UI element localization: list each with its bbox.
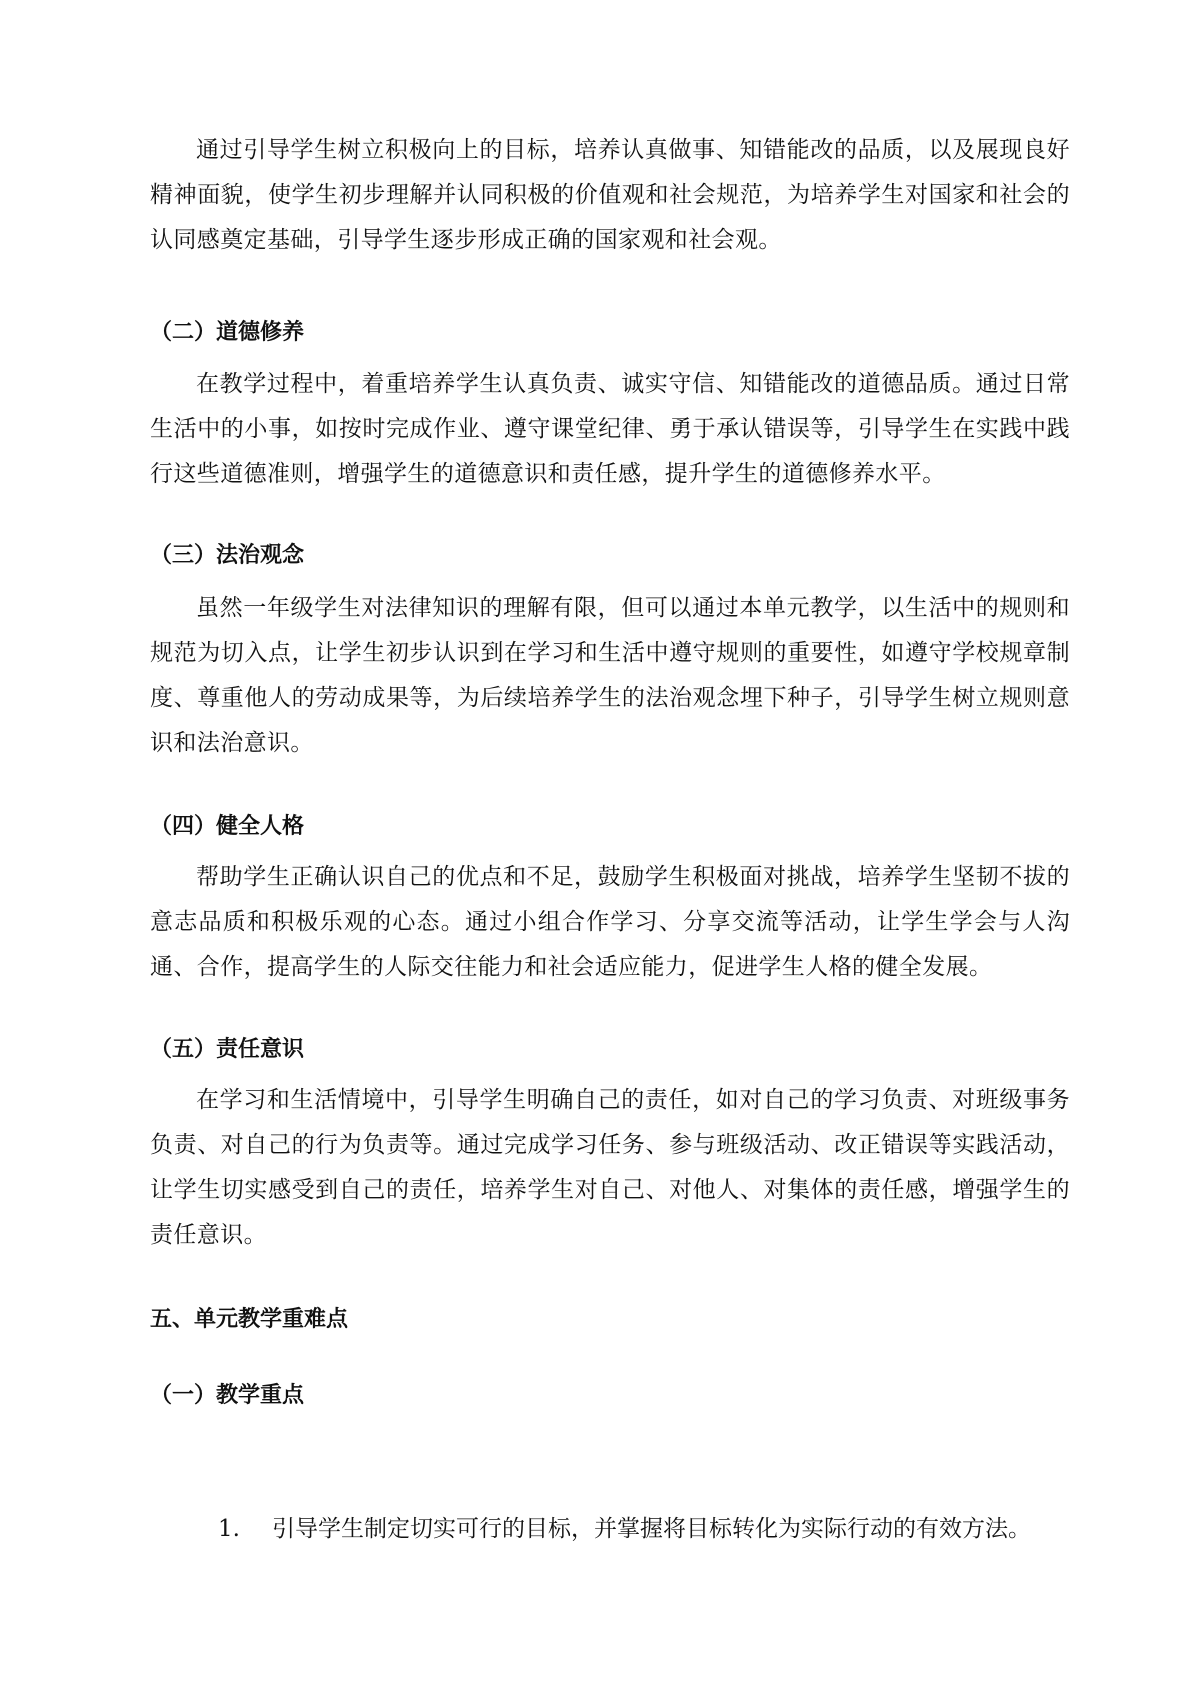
section-body-responsibility-block (150, 1078, 1070, 1258)
section-heading: （四）健全人格 (150, 814, 305, 839)
section-heading-law (150, 541, 1070, 571)
section-heading: （五）责任意识 (150, 1037, 305, 1062)
section-heading: （三）法治观念 (150, 543, 305, 568)
section-body: 帮助学生正确认识自己的优点和不足，鼓励学生积极面对挑战，培养学生坚韧不拔的意志品质和积极乐观的心态。通过小组合作学习、分享交流等活动，让学生学会与人沟通、合作，提高学生的人际交往能力和社会适应能力，促进学生人格的健全发展。 (150, 864, 1070, 980)
subheading-block (150, 1381, 1070, 1411)
list-item-text: 引导学生制定切实可行的目标，并掌握将目标转化为实际行动的有效方法。 (272, 1516, 1031, 1542)
subheading: （一）教学重点 (150, 1383, 305, 1408)
section-body-moral-block (150, 362, 1070, 497)
list-item-number: 1. (218, 1516, 240, 1542)
chapter-heading-block (150, 1305, 1070, 1335)
list-item (218, 1514, 1078, 1544)
section-body-personality-block (150, 855, 1070, 990)
section-body: 在学习和生活情境中，引导学生明确自己的责任，如对自己的学习负责、对班级事务负责、对自己的行为负责等。通过完成学习任务、参与班级活动、改正错误等实践活动，让学生切实感受到自己的责任，培养学生对自己、对他人、对集体的责任感，增强学生的责任意识。 (150, 1087, 1070, 1248)
chapter-heading: 五、单元教学重难点 (150, 1307, 349, 1332)
section-heading-moral (150, 318, 1070, 348)
section-heading-responsibility (150, 1035, 1070, 1065)
section-heading: （二）道德修养 (150, 320, 305, 345)
section-body: 在教学过程中，着重培养学生认真负责、诚实守信、知错能改的道德品质。通过日常生活中的小事，如按时完成作业、遵守课堂纪律、勇于承认错误等，引导学生在实践中践行这些道德准则，增强学生的道德意识和责任感，提升学生的道德修养水平。 (150, 371, 1070, 487)
section-body-law-block (150, 586, 1070, 766)
intro-paragraph-block (150, 128, 1070, 263)
section-heading-personality (150, 812, 1070, 842)
section-body: 虽然一年级学生对法律知识的理解有限，但可以通过本单元教学，以生活中的规则和规范为切入点，让学生初步认识到在学习和生活中遵守规则的重要性，如遵守学校规章制度、尊重他人的劳动成果等，为后续培养学生的法治观念埋下种子，引导学生树立规则意识和法治意识。 (150, 595, 1070, 756)
intro-paragraph: 通过引导学生树立积极向上的目标，培养认真做事、知错能改的品质，以及展现良好精神面貌，使学生初步理解并认同积极的价值观和社会规范，为培养学生对国家和社会的认同感奠定基础，引导学生逐步形成正确的国家观和社会观。 (150, 137, 1070, 253)
